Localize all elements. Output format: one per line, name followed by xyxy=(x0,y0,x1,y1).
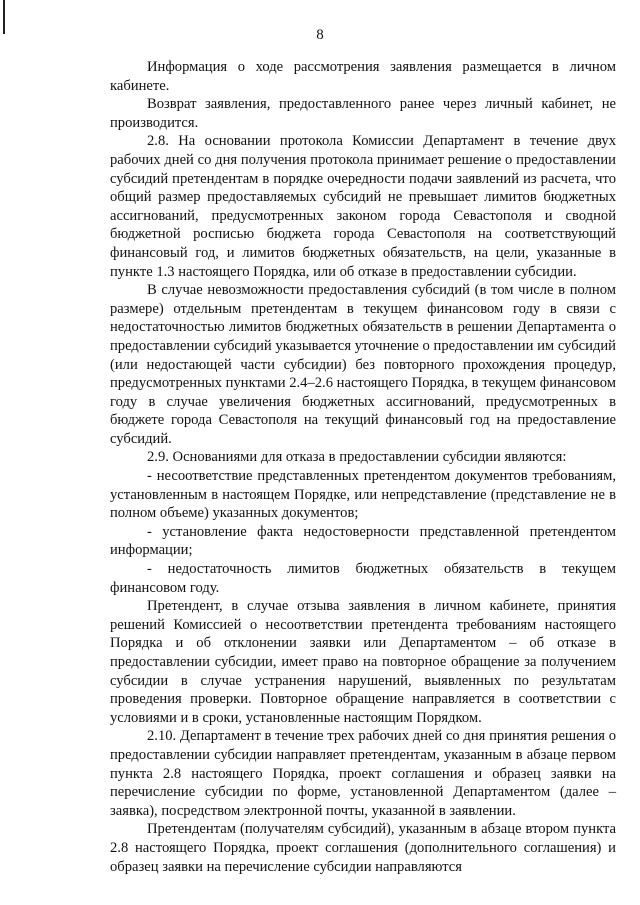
paragraph: 2.10. Департамент в течение трех рабочих дней со дня принятия решения о предоставлении субсидии направляет претендентам, указанным в абзаце первом пункта 2.8 настоящего Порядка, проект соглашения и образец заявки на перечисление субсидии по форме, установленной Департаментом (далее – заявка), посредством электронной почты, указанной в заявлении. xyxy=(110,728,616,819)
paragraph: Информация о ходе рассмотрения заявления размещается в личном кабинете. xyxy=(110,59,616,94)
list-item: - несоответствие представленных претендентом документов требованиям, установленным в настоящем Порядке, или непредставление (представление не в полном объеме) указанных документов; xyxy=(110,468,616,522)
document-body xyxy=(110,58,616,876)
list-item: - недостаточность лимитов бюджетных обязательств в текущем финансовом году. xyxy=(110,561,616,596)
page-number: 8 xyxy=(316,27,324,43)
paragraph: Возврат заявления, предоставленного ранее через личный кабинет, не производится. xyxy=(110,96,616,131)
list-item: - установление факта недостоверности представленной претендентом информации; xyxy=(110,523,616,559)
paragraph: В случае невозможности предоставления субсидий (в том числе в полном размере) отдельным претендентам в текущем финансовом году в связи с недостаточностью лимитов бюджетных обязательств в решении Департамента о предоставлении субсидий указывается уточнение о предоставлении им субсидий (или недостающей части субсидии) без повторного прохождения процедур, предусмотренных пунктами 2.4–2.6 настоящего Порядка, в текущем финансовом году в случае увеличения бюджетных ассигнований, предусмотренных в бюджете города Севастополя на текущий финансовый год на предоставление субсидий. xyxy=(110,282,616,447)
paragraph: 2.9. Основаниями для отказа в предоставлении субсидии являются: xyxy=(147,449,567,466)
paragraph: Претендент, в случае отзыва заявления в личном кабинете, принятия решений Комиссией о несоответствии претендента требованиям настоящего Порядка и об отклонении заявки или Департаментом – об отказе в предоставлении субсидии, имеет право на повторное обращение за получением субсидии в случае устранения нарушений, выявленных по результатам проведения проверки. Повторное обращение направляется в соответствии с условиями и в сроки, установленные настоящим Порядком. xyxy=(110,598,616,726)
paragraph: Претендентам (получателям субсидий), указанным в абзаце втором пункта 2.8 настоящего Порядка, проект соглашения (дополнительного соглашения) и образец заявки на перечисление субсидии направляются xyxy=(110,821,616,875)
paragraph: 2.8. На основании протокола Комиссии Департамент в течение двух рабочих дней со дня получения протокола принимает решение о предоставлении субсидий претендентам в порядке очередности подачи заявлений из расчета, что общий размер предоставляемых субсидий не превышает лимитов бюджетных ассигнований, предусмотренных законом города Севастополя и сводной бюджетной росписью бюджета города Севастополя на соответствующий финансовый год, и лимитов бюджетных обязательств, на цели, указанные в пункте 1.3 настоящего Порядка, или об отказе в предоставлении субсидии. xyxy=(110,133,616,280)
